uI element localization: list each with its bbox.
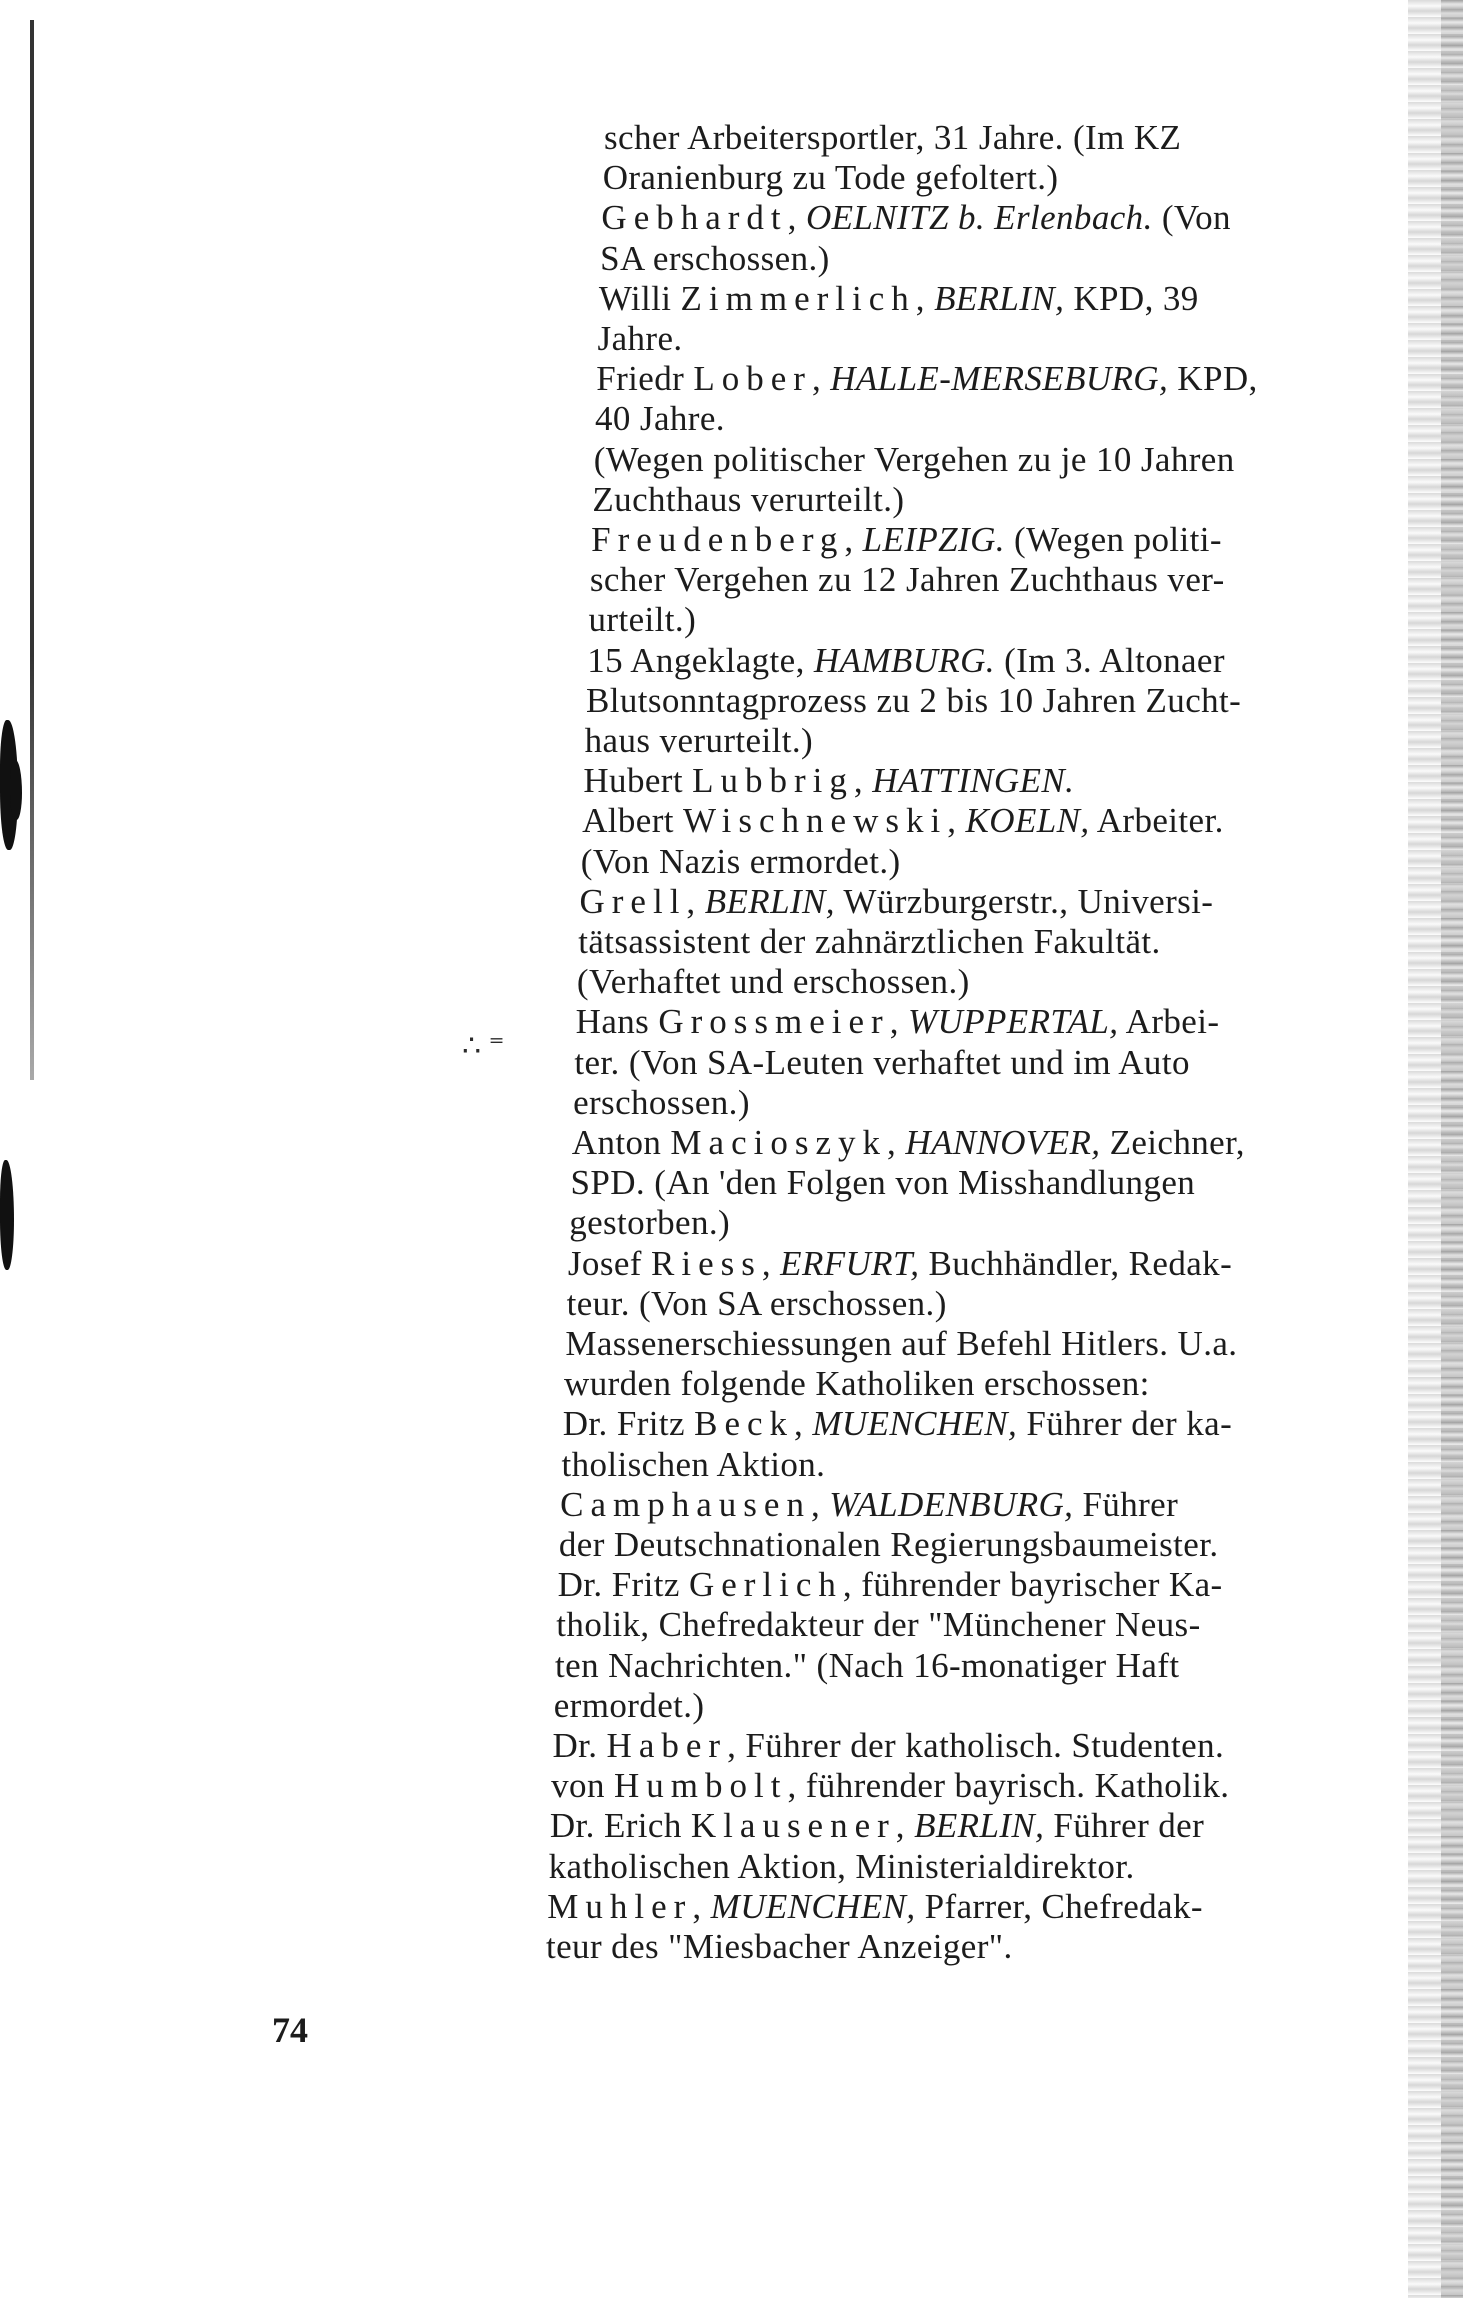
text-segment: , [895, 1806, 915, 1846]
entry-text [561, 1445, 825, 1485]
entry-text [555, 1646, 1179, 1686]
text-segment: Dr. [552, 1726, 607, 1765]
text-segment: , [947, 801, 966, 841]
person-name: Grell [579, 881, 687, 921]
text-segment: , [811, 359, 831, 399]
entry-text [563, 1404, 1232, 1444]
text-segment: haus verurteilt.) [584, 721, 814, 760]
entry-text [568, 1244, 1232, 1284]
entry-text [582, 801, 1224, 841]
text-segment: katholischen Aktion, Ministerialdirektor. [548, 1846, 1135, 1886]
text-segment: Führer der [1044, 1806, 1205, 1846]
entry-text [604, 118, 1181, 158]
person-name: Camphausen [560, 1484, 811, 1524]
text-segment: , [844, 520, 863, 559]
entry-text [547, 1887, 1203, 1927]
entry-text [583, 761, 1074, 801]
entry-text [578, 922, 1160, 962]
person-name: Gerlich [688, 1565, 843, 1605]
entry-text [573, 1083, 750, 1123]
text-segment: , Führer der katholisch. Studenten. [727, 1726, 1225, 1765]
entry-text [565, 1324, 1237, 1364]
text-segment: Blutsonntagprozess zu 2 bis 10 Jahren Zucht- [585, 680, 1242, 720]
place-name: WALDENBURG, [829, 1484, 1074, 1524]
entry-text [598, 319, 683, 359]
place-name: LEIPZIG. [862, 520, 1005, 559]
text-segment: , [794, 1404, 813, 1444]
entry-text [572, 1123, 1245, 1163]
text-segment: , [889, 1002, 908, 1042]
text-segment: , [787, 198, 806, 238]
text-segment: , [887, 1123, 906, 1162]
entry-text [595, 399, 725, 439]
entry-text [577, 962, 970, 1002]
place-name: BERLIN, [704, 881, 835, 921]
page-left-edge-shadow [30, 20, 34, 1080]
person-name: Lubbrig [692, 761, 854, 801]
place-name: KOELN, [965, 801, 1090, 841]
person-name: Beck [694, 1404, 795, 1444]
text-segment: gestorben.) [569, 1203, 731, 1243]
entry-text [570, 1163, 1195, 1203]
place-name: HANNOVER, [905, 1123, 1101, 1162]
text-segment: (Von [1152, 198, 1231, 238]
text-segment: Willi [598, 278, 681, 318]
text-segment: wurden folgende Katholiken erschossen: [564, 1364, 1150, 1404]
entry-text [569, 1203, 730, 1243]
text-segment: Jahre. [597, 319, 683, 358]
ink-smudge [0, 1160, 14, 1270]
entry-text [592, 480, 904, 520]
text-segment: 15 Angeklagte, [587, 640, 814, 680]
text-segment: , [692, 1886, 711, 1926]
person-name: Riess [651, 1243, 762, 1283]
text-segment: Buchhändler, Redak- [919, 1243, 1233, 1283]
place-name: WUPPERTAL, [908, 1002, 1119, 1042]
text-segment: Dr. Fritz [557, 1565, 689, 1605]
text-segment: teur. (Von SA erschossen.) [566, 1283, 947, 1323]
entry-text [590, 560, 1225, 600]
person-name: Zimmerlich [680, 278, 916, 318]
text-segment: Dr. Fritz [562, 1404, 695, 1444]
place-name: HALLE-MERSEBURG, [830, 359, 1169, 399]
page-right-edge-noise [1408, 0, 1463, 2298]
entry-text [576, 1002, 1220, 1042]
entry-text [594, 440, 1235, 480]
place-name: BERLIN, [914, 1806, 1045, 1846]
text-segment: Würzburgerstr., Universi- [834, 881, 1214, 921]
text-segment: Führer der ka- [1017, 1404, 1233, 1444]
text-segment: Albert [582, 801, 684, 841]
entry-text [589, 600, 697, 640]
text-segment: ter. (Von SA-Leuten verhaftet und im Auto [574, 1042, 1190, 1082]
text-segment: (Verhaftet und erschossen.) [576, 962, 970, 1002]
place-name: HATTINGEN. [872, 761, 1075, 801]
text-segment: SPD. (An 'den Folgen von Misshandlungen [570, 1163, 1196, 1203]
entry-text [558, 1565, 1223, 1605]
text-segment: von [551, 1766, 614, 1806]
text-segment: Führer [1073, 1484, 1179, 1524]
text-segment: (Wegen politischer Vergehen zu je 10 Jahren [593, 439, 1235, 479]
text-segment: scher Vergehen zu 12 Jahren Zuchthaus ver- [589, 560, 1225, 600]
ink-smudge [10, 760, 22, 820]
text-segment: , [853, 761, 873, 801]
place-name: ERFURT, [780, 1243, 920, 1283]
place-name: MUENCHEN, [710, 1886, 916, 1926]
text-segment: Oranienburg zu Tode gefoltert.) [602, 158, 1059, 198]
text-segment: 40 Jahre. [594, 399, 725, 439]
text-segment: Arbeiter. [1089, 801, 1224, 841]
text-segment: tätsassistent der zahnärztlichen Fakultät. [578, 922, 1161, 961]
text-segment: Hans [575, 1002, 659, 1042]
text-segment: Massenerschiessungen auf Befehl Hitlers. U.a. [565, 1324, 1238, 1363]
text-segment: scher Arbeitersportler, 31 Jahre. (Im KZ [604, 118, 1182, 157]
text-segment: urteilt.) [588, 600, 697, 640]
text-segment: (Im 3. Altonaer [994, 640, 1225, 680]
text-segment: (Von Nazis ermordet.) [580, 841, 901, 881]
person-name: Haber [606, 1726, 728, 1765]
person-name: Freudenberg [591, 520, 845, 559]
text-segment: teur des "Miesbacher Anzeiger". [546, 1927, 1013, 1966]
text-segment: Josef [567, 1243, 651, 1283]
person-name: Gebhardt [601, 198, 788, 238]
text-segment: Zuchthaus verurteilt.) [592, 479, 905, 519]
person-name: Humbolt [614, 1766, 788, 1806]
text-segment: , führender bayrisch. Katholik. [787, 1766, 1230, 1806]
text-segment: Zeichner, [1100, 1123, 1245, 1162]
stray-print-mark: ∴ ⁼ [462, 1030, 505, 1063]
text-segment: (Wegen politi- [1004, 520, 1222, 559]
text-segment: der Deutschnationalen Regierungsbaumeister. [558, 1525, 1219, 1564]
entry-text [600, 239, 830, 279]
text-segment: ermordet.) [553, 1685, 705, 1725]
text-segment: , [761, 1243, 781, 1283]
entry-text [601, 198, 1230, 238]
text-segment: tholischen Aktion. [561, 1444, 826, 1484]
place-name: BERLIN, [934, 278, 1065, 318]
place-name: MUENCHEN, [812, 1404, 1018, 1444]
text-segment: Pfarrer, Chefredak- [915, 1886, 1203, 1926]
text-segment: ten Nachrichten." (Nach 16-monatiger Haft [555, 1645, 1180, 1685]
person-name: Lober [693, 359, 812, 399]
entry-text [546, 1927, 1013, 1967]
text-segment: Arbei- [1118, 1002, 1220, 1042]
person-name: Klausener [690, 1806, 896, 1846]
text-segment: , [915, 278, 935, 318]
entry-text [567, 1284, 947, 1324]
person-name: Muhler [547, 1886, 693, 1926]
entry-text [596, 359, 1257, 399]
page-number: 74 [272, 2010, 308, 2050]
place-name: HAMBURG. [813, 640, 995, 680]
entry-text [554, 1686, 705, 1726]
person-name: Wischnewski [683, 801, 948, 841]
entry-text [552, 1726, 1224, 1766]
entry-text [587, 641, 1225, 681]
text-segment: Anton [571, 1123, 671, 1162]
text-segment: , [686, 881, 705, 921]
entry-text [549, 1847, 1135, 1887]
entry-text [574, 1043, 1190, 1083]
text-segment: Dr. Erich [549, 1806, 691, 1846]
entry-text [591, 520, 1222, 560]
person-name: Macioszyk [670, 1123, 887, 1162]
entry-text [581, 842, 901, 882]
entry-text [603, 158, 1059, 198]
text-segment: SA erschossen.) [600, 238, 830, 278]
entry-text [560, 1485, 1178, 1525]
place-name: OELNITZ b. Erlenbach. [805, 198, 1153, 238]
entry-text [564, 1364, 1150, 1404]
entry-text [580, 882, 1214, 922]
text-segment: , führender bayrischer Ka- [842, 1565, 1223, 1605]
text-segment: KPD, [1168, 359, 1258, 399]
entry-text [559, 1525, 1219, 1565]
entry-text [551, 1766, 1229, 1806]
person-name: Grossmeier [658, 1002, 890, 1042]
text-segment: KPD, 39 [1064, 278, 1199, 318]
text-segment: tholik, Chefredakteur der "Münchener Neus- [556, 1605, 1201, 1645]
text-segment: , [810, 1484, 830, 1524]
text-segment: Friedr [596, 359, 694, 399]
entry-text [556, 1605, 1200, 1645]
entry-text [585, 721, 813, 761]
text-segment: erschossen.) [573, 1082, 750, 1122]
entry-text [599, 279, 1199, 319]
entry-text [586, 681, 1241, 721]
text-segment: Hubert [583, 761, 693, 801]
entry-text [550, 1806, 1204, 1846]
